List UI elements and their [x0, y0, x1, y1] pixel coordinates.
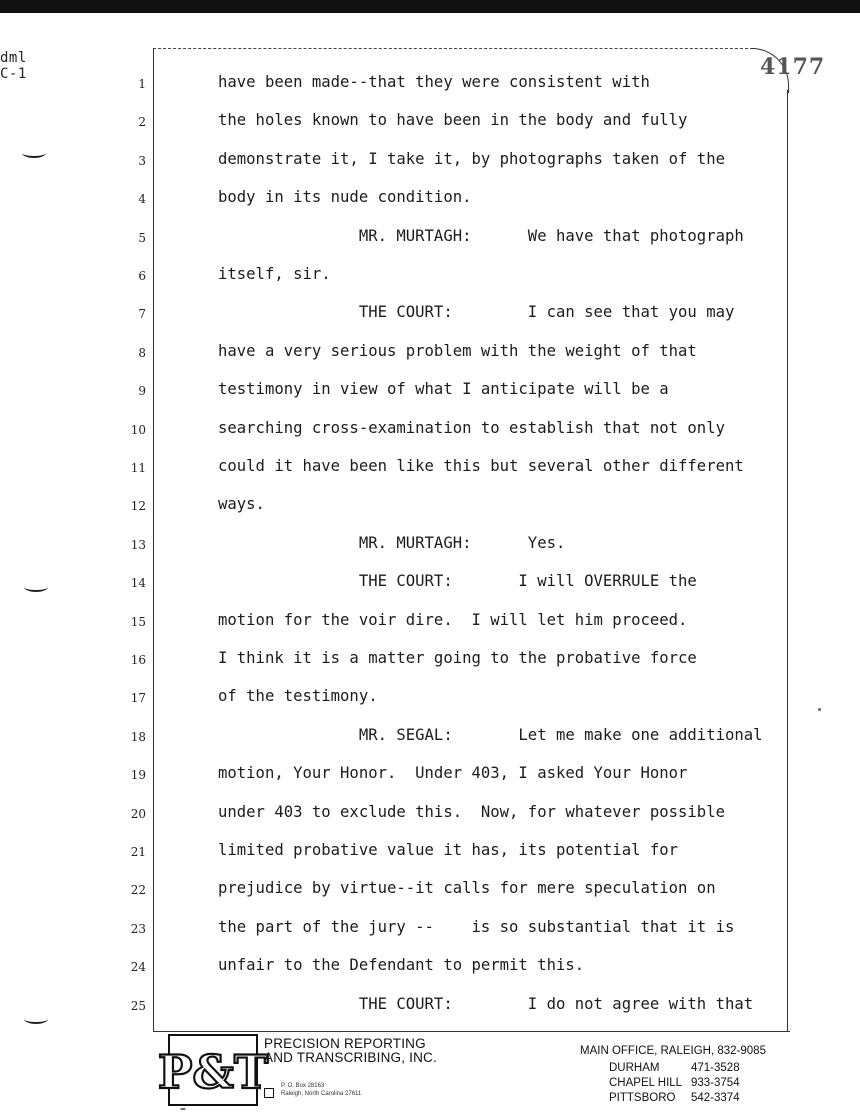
- line-number: 11: [130, 461, 146, 475]
- line-number: 23: [130, 921, 146, 936]
- office-phone: 471-3528: [691, 1062, 740, 1074]
- transcript-line: MR. SEGAL: Let me make one additional: [218, 725, 763, 744]
- line-number: 17: [130, 691, 146, 706]
- line-number: 1: [138, 77, 146, 91]
- line-number: 5: [138, 230, 146, 245]
- line-number: 15: [130, 614, 146, 629]
- page-number: 4177: [760, 54, 826, 80]
- main-office: MAIN OFFICE, RALEIGH, 832-9085: [580, 1045, 766, 1057]
- margin-mark: [24, 1014, 48, 1024]
- logo-letters: P&T: [157, 1045, 269, 1099]
- line-number: 9: [138, 384, 146, 399]
- transcript-line: motion, Your Honor. Under 403, I asked Your Honor: [218, 764, 688, 783]
- line-number: 22: [130, 883, 146, 898]
- transcript-line: have a very serious problem with the weight of that: [218, 341, 697, 360]
- line-number: 19: [130, 768, 146, 783]
- line-number: 20: [130, 806, 146, 821]
- transcript-line: body in its nude condition.: [218, 188, 472, 207]
- transcript-line: THE COURT: I do not agree with that: [218, 994, 754, 1013]
- page-frame-right: [787, 90, 788, 1031]
- line-number: 16: [130, 653, 146, 667]
- scan-speck: [180, 1108, 186, 1110]
- line-number: 4: [138, 192, 146, 207]
- scan-speck: [818, 708, 821, 711]
- office-phone: 933-3754: [691, 1077, 740, 1089]
- transcript-line: under 403 to exclude this. Now, for whatever possible: [218, 802, 725, 821]
- line-number: 18: [130, 729, 146, 744]
- company-name-line2: AND TRANSCRIBING, INC.: [264, 1050, 437, 1065]
- office-city: DURHAM: [609, 1062, 660, 1074]
- transcript-line: unfair to the Defendant to permit this.: [218, 956, 585, 975]
- line-number: 13: [130, 537, 146, 552]
- transcript-line: prejudice by virtue--it calls for mere speculation on: [218, 879, 716, 898]
- address-line1: P. O. Box 28163: [281, 1083, 325, 1089]
- line-number: 3: [138, 153, 146, 168]
- line-number: 24: [130, 960, 146, 975]
- transcript-line: have been made--that they were consistent with: [218, 73, 650, 91]
- line-number: 21: [130, 845, 146, 859]
- pt-logo-icon: [157, 1034, 269, 1106]
- line-number: 8: [138, 345, 146, 360]
- transcript-line: limited probative value it has, its potential for: [218, 841, 679, 859]
- line-number: 2: [138, 115, 146, 130]
- transcript-line: MR. MURTAGH: Yes.: [218, 533, 566, 552]
- transcript-line: motion for the voir dire. I will let him proceed.: [218, 610, 688, 629]
- line-number: 12: [130, 499, 146, 514]
- office-city: PITTSBORO: [609, 1092, 676, 1104]
- margin-mark: [22, 148, 46, 158]
- line-number: 10: [130, 422, 146, 437]
- company-logo: [157, 1034, 269, 1106]
- transcript-line: MR. MURTAGH: We have that photograph: [218, 226, 744, 245]
- transcript-line: the part of the jury -- is so substantial that it is: [218, 917, 735, 936]
- transcript-line: itself, sir.: [218, 265, 331, 283]
- transcript-line: demonstrate it, I take it, by photographs taken of the: [218, 149, 725, 168]
- logo-square-icon: [264, 1088, 274, 1098]
- margin-mark: [24, 582, 48, 592]
- transcript-line: I think it is a matter going to the probative force: [218, 649, 697, 667]
- line-number: 25: [130, 998, 146, 1013]
- line-number: 14: [130, 576, 146, 591]
- address-line2: Raleigh, North Carolina 27611: [281, 1091, 362, 1097]
- office-city: CHAPEL HILL: [609, 1077, 683, 1089]
- transcript-line: testimony in view of what I anticipate will be a: [218, 380, 669, 399]
- margin-label-dml: dml: [0, 50, 27, 66]
- transcript-line: THE COURT: I can see that you may: [218, 303, 735, 322]
- line-number: 7: [138, 307, 146, 322]
- transcript-line: could it have been like this but several other different: [218, 457, 744, 475]
- margin-label-c1: C-1: [0, 66, 27, 82]
- line-number: 6: [138, 269, 146, 283]
- company-name-line1: PRECISION REPORTING: [264, 1036, 426, 1051]
- scan-top-gap: [0, 13, 860, 17]
- transcript-line: ways.: [218, 495, 265, 514]
- transcript-line: of the testimony.: [218, 687, 378, 706]
- transcript-line: the holes known to have been in the body and fully: [218, 111, 688, 130]
- transcript-line: searching cross-examination to establish that not only: [218, 418, 725, 437]
- transcript-line: THE COURT: I will OVERRULE the: [218, 572, 697, 591]
- office-phone: 542-3374: [691, 1092, 740, 1104]
